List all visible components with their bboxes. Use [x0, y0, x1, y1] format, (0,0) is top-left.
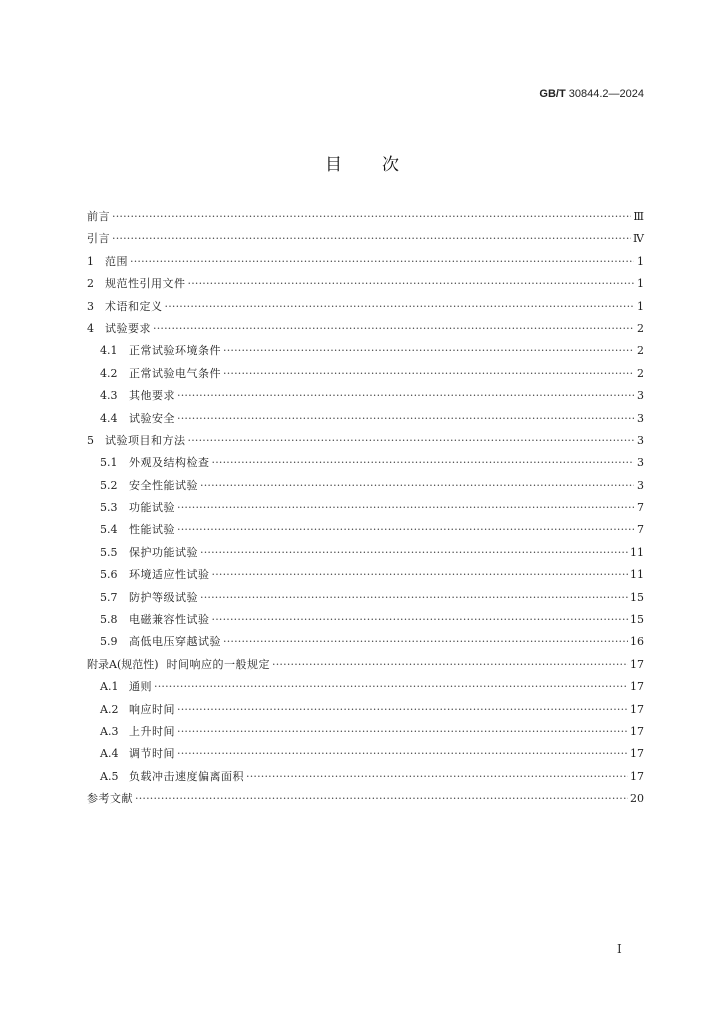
toc-entry[interactable]	[87, 228, 644, 250]
toc-entry-label: 时间响应的一般规定	[166, 657, 271, 671]
toc-leader-dots	[212, 564, 629, 586]
toc-entry-label: 防护等级试验	[129, 590, 198, 604]
toc-entry-number: A.2	[100, 702, 119, 716]
toc-entry-label: 电磁兼容性试验	[129, 613, 210, 627]
toc-entry-label: 试验安全	[129, 411, 175, 425]
toc-entry-label: 正常试验环境条件	[129, 344, 221, 358]
toc-entry-page: 11	[630, 545, 644, 559]
toc-entry-page: 3	[637, 456, 644, 470]
toc-leader-dots	[200, 587, 628, 609]
toc-leader-dots	[246, 766, 628, 788]
toc-entry[interactable]	[87, 273, 644, 295]
toc-leader-dots	[177, 743, 628, 765]
toc-entry[interactable]	[87, 340, 644, 362]
toc-entry-page: 11	[630, 568, 644, 582]
toc-entry-label: 保护功能试验	[129, 545, 198, 559]
toc-leader-dots	[177, 497, 634, 519]
toc-title: 目次	[325, 155, 439, 175]
toc-entry[interactable]	[87, 743, 644, 765]
standard-code-prefix: GB/T	[539, 88, 566, 100]
toc-entry-number: 5.3	[100, 501, 118, 515]
toc-entry-label: 高低电压穿越试验	[129, 635, 221, 649]
toc-leader-dots	[177, 408, 634, 430]
toc-entry-label: 外观及结构检查	[129, 456, 210, 470]
toc-leader-dots	[188, 430, 635, 452]
toc-entry-number: 4.2	[100, 366, 118, 380]
toc-leader-dots	[177, 721, 628, 743]
toc-entry-number: A.3	[100, 724, 119, 738]
toc-entry-page: 20	[630, 792, 644, 806]
toc-leader-dots	[130, 251, 634, 273]
toc-entry-number: 5.4	[100, 523, 118, 537]
page-number: I	[617, 942, 622, 956]
toc-entry[interactable]	[87, 519, 644, 541]
toc-entry-page: 2	[637, 344, 644, 358]
toc-entry[interactable]	[87, 452, 644, 474]
toc-entry-label: 响应时间	[129, 702, 175, 716]
toc-leader-dots	[112, 206, 631, 228]
toc-entry-page: 1	[637, 277, 644, 291]
toc-entry-page: Ⅲ	[633, 210, 644, 223]
toc-leader-dots	[177, 385, 634, 407]
toc-entry-label: 调节时间	[129, 747, 175, 761]
toc-entry-number: 5.6	[100, 568, 118, 582]
toc-entry[interactable]	[87, 385, 644, 407]
toc-entry-number: 5.5	[100, 545, 118, 559]
toc-entry-number: 5	[87, 433, 94, 447]
toc-entry-page: 3	[637, 433, 644, 447]
toc-leader-dots	[200, 475, 634, 497]
toc-entry-number: 5.2	[100, 478, 118, 492]
toc-entry-number: 4.3	[100, 389, 118, 403]
toc-leader-dots	[212, 452, 635, 474]
toc-entry[interactable]	[87, 699, 644, 721]
toc-entry[interactable]	[87, 318, 644, 340]
toc-entry-label: 前言	[87, 210, 110, 223]
toc-entry[interactable]	[87, 408, 644, 430]
toc-entry[interactable]	[87, 676, 644, 698]
toc-entry-label: 规范性引用文件	[105, 277, 186, 291]
toc-entry[interactable]	[87, 497, 644, 519]
toc-entry-page: 2	[637, 321, 644, 335]
toc-entry-number: A.4	[100, 747, 119, 761]
toc-entry-number: 附录A(规范性)	[87, 657, 159, 671]
toc-entry-label: 环境适应性试验	[129, 568, 210, 582]
toc-leader-dots	[188, 273, 635, 295]
toc-entry-number: 5.9	[100, 635, 118, 649]
toc-entry-label: 范围	[105, 254, 128, 268]
toc-entry[interactable]	[87, 363, 644, 385]
toc-entry-page: 7	[637, 523, 644, 537]
toc-entry-page: 15	[630, 613, 644, 627]
toc-entry-label: 参考文献	[87, 792, 133, 806]
toc-entry-number: A.1	[100, 680, 119, 694]
toc-leader-dots	[212, 609, 629, 631]
toc-entry-label: 性能试验	[129, 523, 175, 537]
toc-leader-dots	[177, 699, 628, 721]
toc-entry-number: A.5	[100, 769, 119, 783]
toc-entry-page: 1	[637, 299, 644, 313]
toc-entry-label: 安全性能试验	[129, 478, 198, 492]
toc-entry-number: 5.8	[100, 613, 118, 627]
toc-entry-label: 正常试验电气条件	[129, 366, 221, 380]
toc-leader-dots	[223, 340, 634, 362]
toc-entry[interactable]	[87, 251, 644, 273]
toc-entry[interactable]	[87, 430, 644, 452]
toc-entry-label: 其他要求	[129, 389, 175, 403]
toc-entry[interactable]	[87, 475, 644, 497]
toc-entry-number: 3	[87, 299, 94, 313]
standard-code	[539, 88, 644, 100]
toc-entry-label: 通则	[129, 680, 152, 694]
toc-entry-page: 3	[637, 389, 644, 403]
toc-entry-page: 1	[637, 254, 644, 268]
toc-entry-page: Ⅳ	[633, 232, 644, 246]
table-of-contents	[87, 206, 644, 811]
toc-entry-page: 3	[637, 411, 644, 425]
toc-leader-dots	[153, 318, 634, 340]
toc-leader-dots	[223, 631, 628, 653]
toc-entry-label: 试验项目和方法	[105, 433, 186, 447]
toc-entry-label: 术语和定义	[105, 299, 163, 313]
toc-entry-number: 4.4	[100, 411, 118, 425]
toc-entry-label: 功能试验	[129, 501, 175, 515]
toc-entry[interactable]	[87, 542, 644, 564]
toc-entry-page: 17	[630, 769, 644, 783]
toc-entry-label: 负载冲击速度偏离面积	[129, 769, 244, 783]
toc-entry-number: 5.1	[100, 456, 118, 470]
toc-entry[interactable]	[87, 721, 644, 743]
toc-leader-dots	[177, 519, 634, 541]
toc-entry-page: 17	[630, 657, 644, 671]
toc-entry-page: 17	[630, 724, 644, 738]
toc-entry[interactable]	[87, 788, 644, 810]
toc-entry-label: 引言	[87, 232, 110, 246]
toc-entry-page: 2	[637, 366, 644, 380]
toc-leader-dots	[223, 363, 634, 385]
toc-entry-label: 试验要求	[105, 321, 151, 335]
toc-entry-label: 上升时间	[129, 724, 175, 738]
toc-entry-number: 4	[87, 321, 94, 335]
toc-entry[interactable]	[87, 609, 644, 631]
toc-entry-number: 4.1	[100, 344, 118, 358]
toc-entry-page: 17	[630, 747, 644, 761]
toc-entry[interactable]	[87, 654, 644, 676]
toc-entry[interactable]	[87, 296, 644, 318]
toc-entry-page: 7	[637, 501, 644, 515]
toc-entry[interactable]	[87, 564, 644, 586]
toc-leader-dots	[135, 788, 628, 810]
toc-entry-page: 16	[630, 635, 644, 649]
toc-entry-page: 17	[630, 702, 644, 716]
toc-entry[interactable]	[87, 587, 644, 609]
toc-leader-dots	[200, 542, 628, 564]
toc-entry[interactable]	[87, 206, 644, 228]
toc-leader-dots	[272, 654, 628, 676]
toc-entry-page: 15	[630, 590, 644, 604]
toc-entry[interactable]	[87, 766, 644, 788]
toc-entry[interactable]	[87, 631, 644, 653]
standard-code-number: 30844.2—2024	[568, 88, 644, 100]
toc-leader-dots	[154, 676, 628, 698]
toc-leader-dots	[165, 296, 635, 318]
toc-entry-number: 1	[87, 254, 94, 268]
toc-entry-number: 5.7	[100, 590, 118, 604]
toc-entry-number: 2	[87, 277, 94, 291]
toc-entry-page: 17	[630, 680, 644, 694]
toc-leader-dots	[112, 228, 631, 250]
toc-entry-page: 3	[637, 478, 644, 492]
